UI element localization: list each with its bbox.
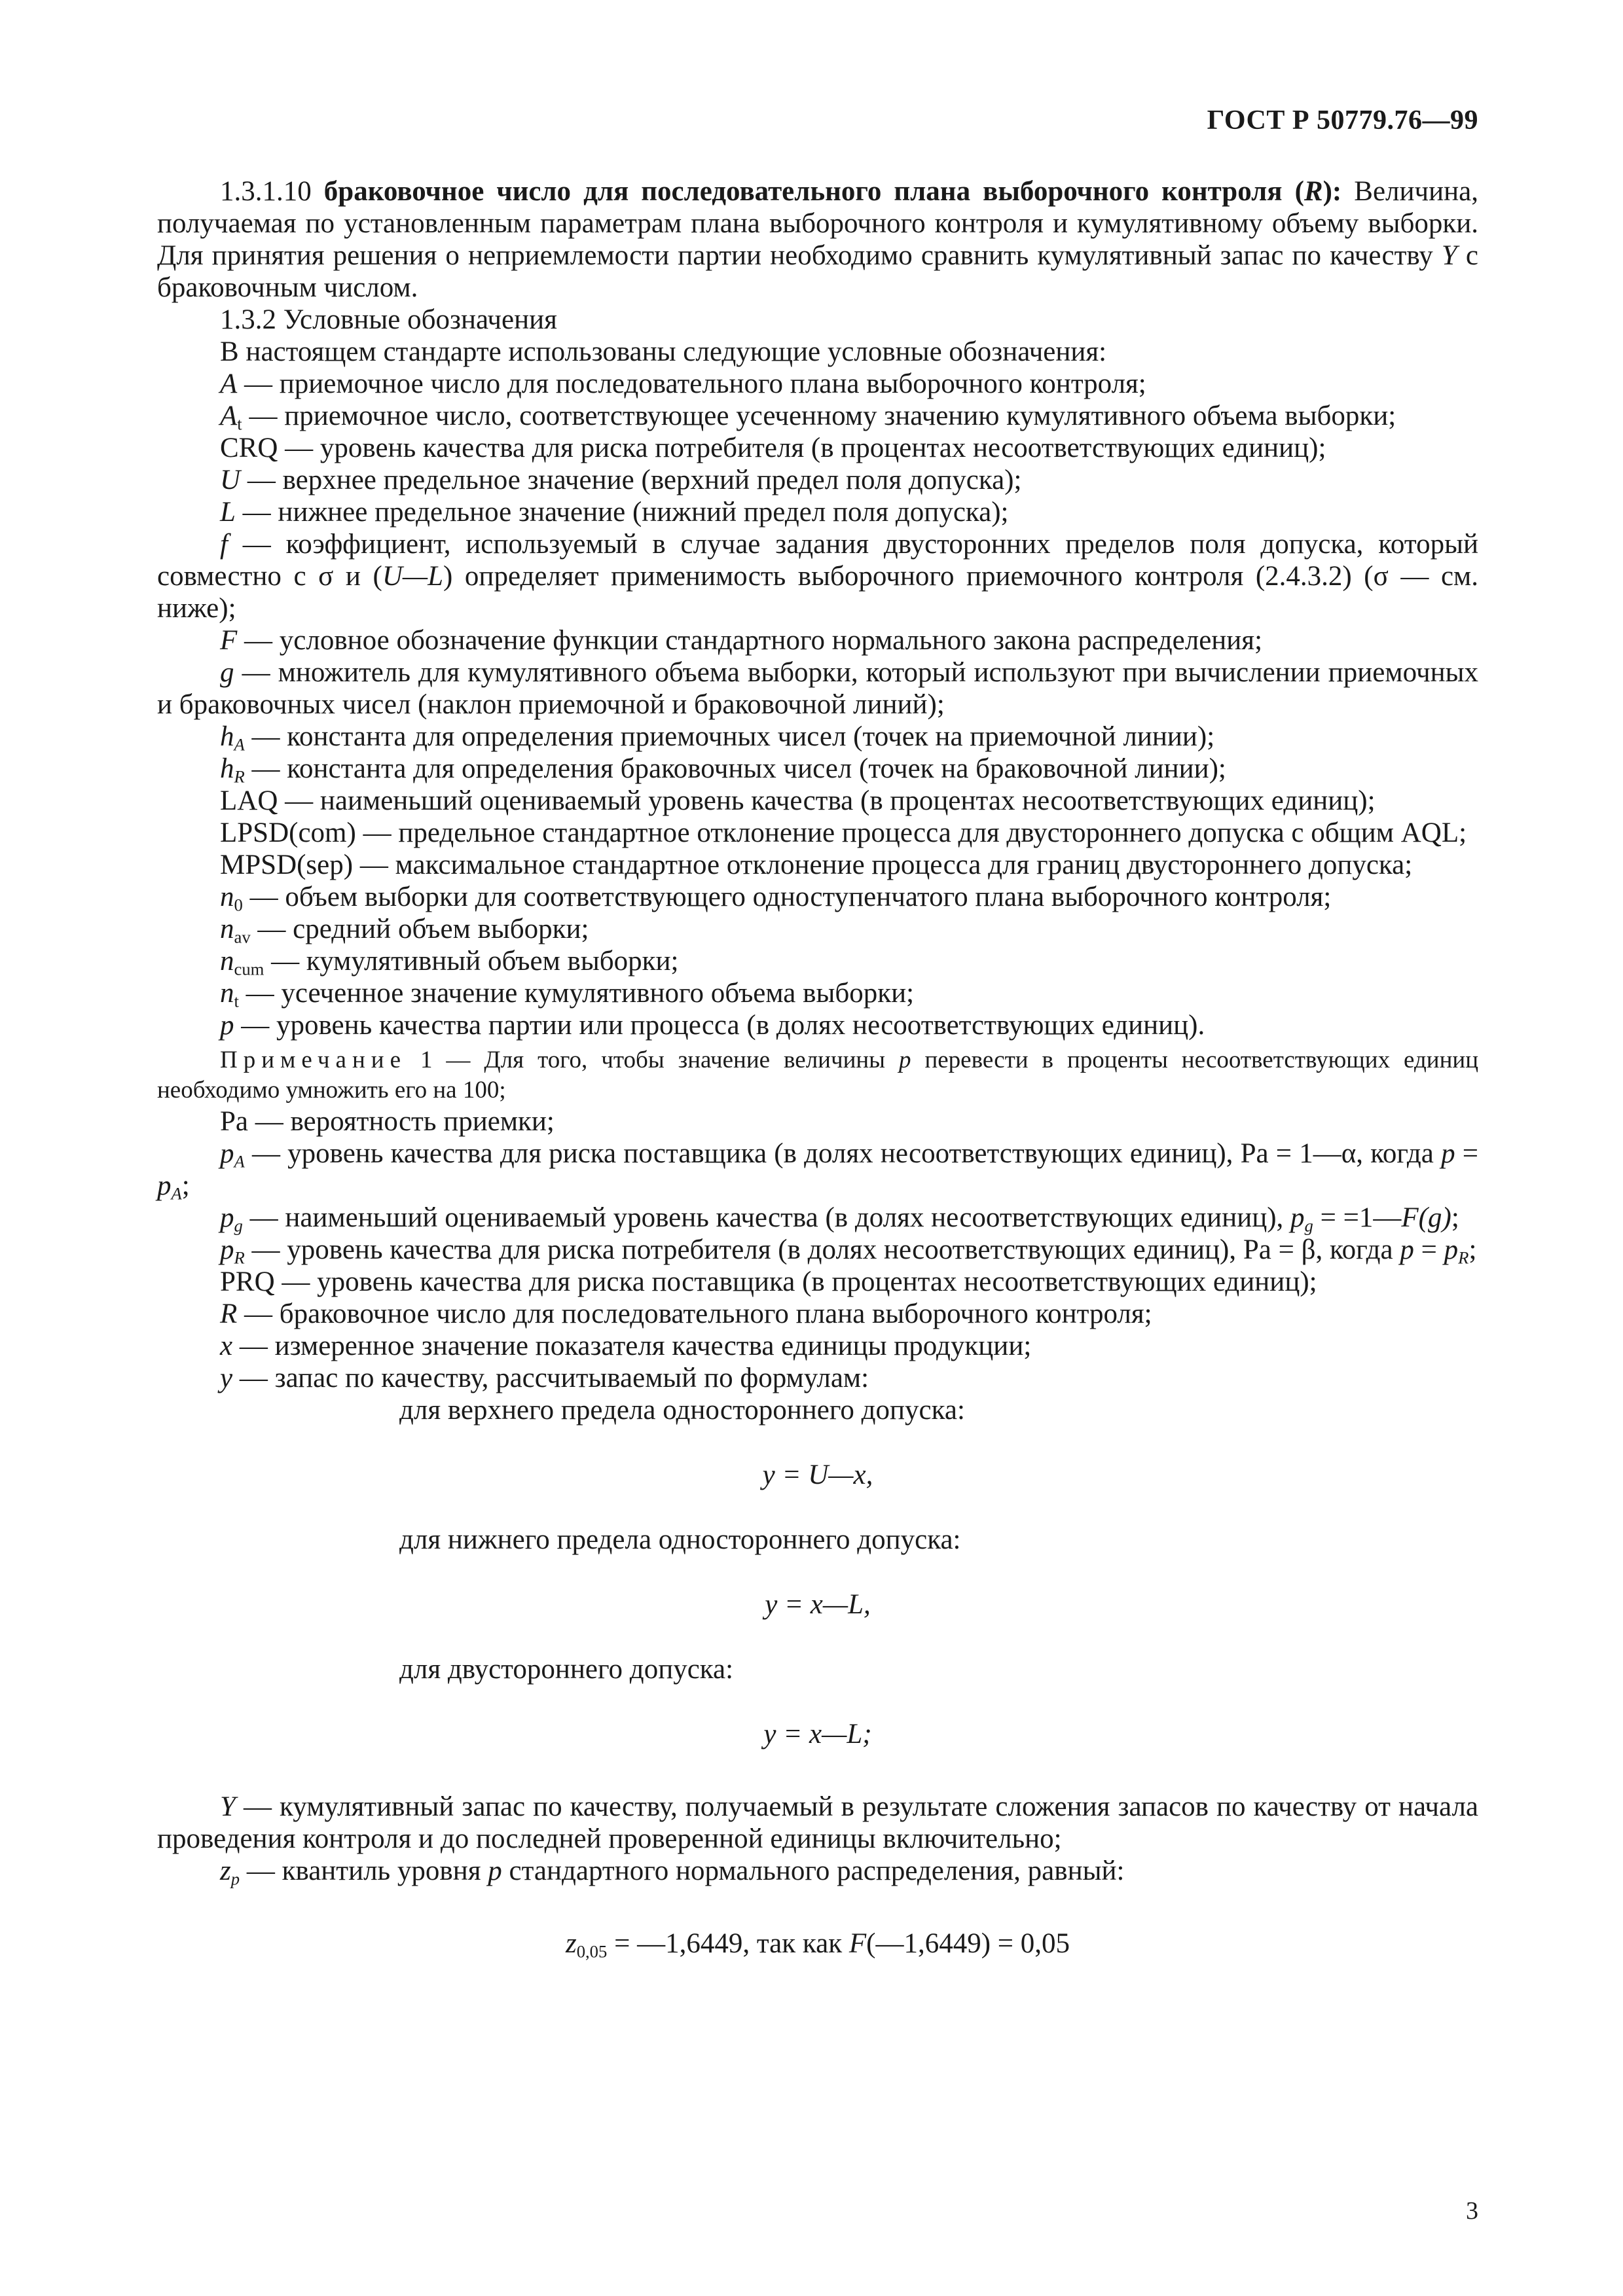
symbol-Y: Y — кумулятивный запас по качеству, получаемый в результате сложения запасов по качеству от начала проведения контроля и до последней проверенной единицы включительно; (157, 1791, 1478, 1854)
symbol-x: x — измеренное значение показателя качества единицы продукции; (220, 1331, 1032, 1361)
document-body (157, 175, 1478, 1960)
symbol-n0: $n_0$ — объем выборки для соответствующего одноступенчатого плана выборочного контроля; (220, 882, 1332, 915)
symbol-pR: $p_R$ — уровень качества для риска потребителя (в долях несоответствующих единиц), Pa = β, когда $p = p_R$; (220, 1234, 1477, 1268)
section-heading-1-3-2: 1.3.2 Условные обозначения (220, 304, 557, 335)
spacer (157, 1621, 1478, 1653)
spacer (157, 1750, 1478, 1791)
definition-1-3-1-10: 1.3.1.10 браковочное число для последовательного плана выборочного контроля (R): Величина, получаемая по установленным параметрам плана выборочного контроля и кумулятивному объему выборки. Для принятия решения о неприемлемости партии необходимо сравнить кумулятивный запас по качеству Y с браковочным числом. (157, 176, 1478, 303)
formula-z-quantile: $z_{0,05}$ = —1,6449, так как F(—1,6449) = 0,05 (565, 1928, 1070, 1962)
symbol-p: p — уровень качества партии или процесса (в долях несоответствующих единиц). (220, 1010, 1205, 1041)
symbol-nav: $n_{av}$ — средний объем выборки; (220, 914, 589, 947)
symbol-ncum: $n_{cum}$ — кумулятивный объем выборки; (220, 946, 679, 979)
symbol-pA: $p_A$ — уровень качества для риска поставщика (в долях несоответствующих единиц), Pa = 1—α, когда $p = p_A$; (157, 1138, 1478, 1204)
page-number: 3 (1466, 2197, 1478, 2225)
symbol-R: R — браковочное число для последовательного плана выборочного контроля; (220, 1299, 1152, 1329)
definition-term: браковочное число для последовательного плана выборочного контроля (R): (323, 176, 1342, 207)
symbol-F: F — условное обозначение функции стандартного нормального закона распределения; (220, 625, 1263, 656)
symbol-y: y — запас по качеству, рассчитываемый по формулам: (220, 1363, 869, 1393)
symbol-Pa: Pa — вероятность приемки; (220, 1106, 555, 1137)
symbol-pg: $p_g$ — наименьший оцениваемый уровень качества (в долях несоответствующих единиц), $p_g$ = =1—F(g); (220, 1202, 1459, 1236)
spacer (157, 1426, 1478, 1459)
formula-two-sided: y = x—L; (763, 1719, 872, 1749)
symbol-PRQ: PRQ — уровень качества для риска поставщика (в процентах несоответствующих единиц); (220, 1266, 1317, 1297)
symbol-LPSD: LPSD(com) — предельное стандартное отклонение процесса для двустороннего допуска с общим AQL; (220, 817, 1467, 848)
symbol-U: U — верхнее предельное значение (верхний предел поля допуска); (220, 465, 1022, 495)
spacer (157, 1491, 1478, 1524)
symbol-At: $A_t$ — приемочное число, соответствующее усеченному значению кумулятивного объема выборки; (220, 401, 1396, 434)
spacer (157, 1685, 1478, 1718)
symbol-CRQ: CRQ — уровень качества для риска потребителя (в процентах несоответствующих единиц); (220, 433, 1326, 463)
symbol-LAQ: LAQ — наименьший оцениваемый уровень качества (в процентах несоответствующих единиц); (220, 785, 1376, 816)
symbol-nt: $n_t$ — усеченное значение кумулятивного объема выборки; (220, 978, 915, 1011)
symbol-hR: $h_R$ — константа для определения браковочных чисел (точек на браковочной линии); (220, 753, 1226, 787)
symbol-L: L — нижнее предельное значение (нижний предел поля допуска); (220, 497, 1009, 528)
formula-label-lower: для нижнего предела одностороннего допуска: (399, 1524, 961, 1555)
symbol-MPSD: MPSD(sep) — максимальное стандартное отклонение процесса для границ двустороннего допуска; (220, 850, 1413, 880)
formula-lower: y = x—L, (765, 1589, 871, 1620)
document-page (157, 98, 1478, 2225)
symbol-f: f — коэффициент, используемый в случае задания двусторонних пределов поля допуска, который совместно с σ и (U—L) определяет применимость выборочного приемочного контроля (2.4.3.2) (σ — см. ниже); (157, 529, 1478, 624)
symbol-g: g — множитель для кумулятивного объема выборки, который используют при вычислении приемочных и браковочных чисел (наклон приемочной и браковочной линий); (157, 657, 1478, 720)
formula-upper: y = U—x, (762, 1460, 873, 1490)
symbol-A: A — приемочное число для последовательного плана выборочного контроля; (220, 368, 1146, 399)
note-label: Примечание (220, 1047, 407, 1073)
intro-text: В настоящем стандарте использованы следующие условные обозначения: (220, 336, 1107, 367)
symbol-zp: $z_p$ — квантиль уровня p стандартного нормального распределения, равный: (220, 1856, 1125, 1889)
formula-label-two-sided: для двустороннего допуска: (399, 1654, 734, 1685)
spacer (157, 1556, 1478, 1588)
symbol-hA: $h_A$ — константа для определения приемочных чисел (точек на приемочной линии); (220, 721, 1215, 755)
document-header: ГОСТ Р 50779.76—99 (1207, 105, 1478, 135)
spacer (157, 1887, 1478, 1928)
formula-label-upper: для верхнего предела одностороннего допуска: (399, 1395, 965, 1426)
note-1: Примечание 1 — Для того, чтобы значение величины p перевести в проценты несоответствующих единиц необходимо умножить его на 100; (157, 1047, 1478, 1103)
